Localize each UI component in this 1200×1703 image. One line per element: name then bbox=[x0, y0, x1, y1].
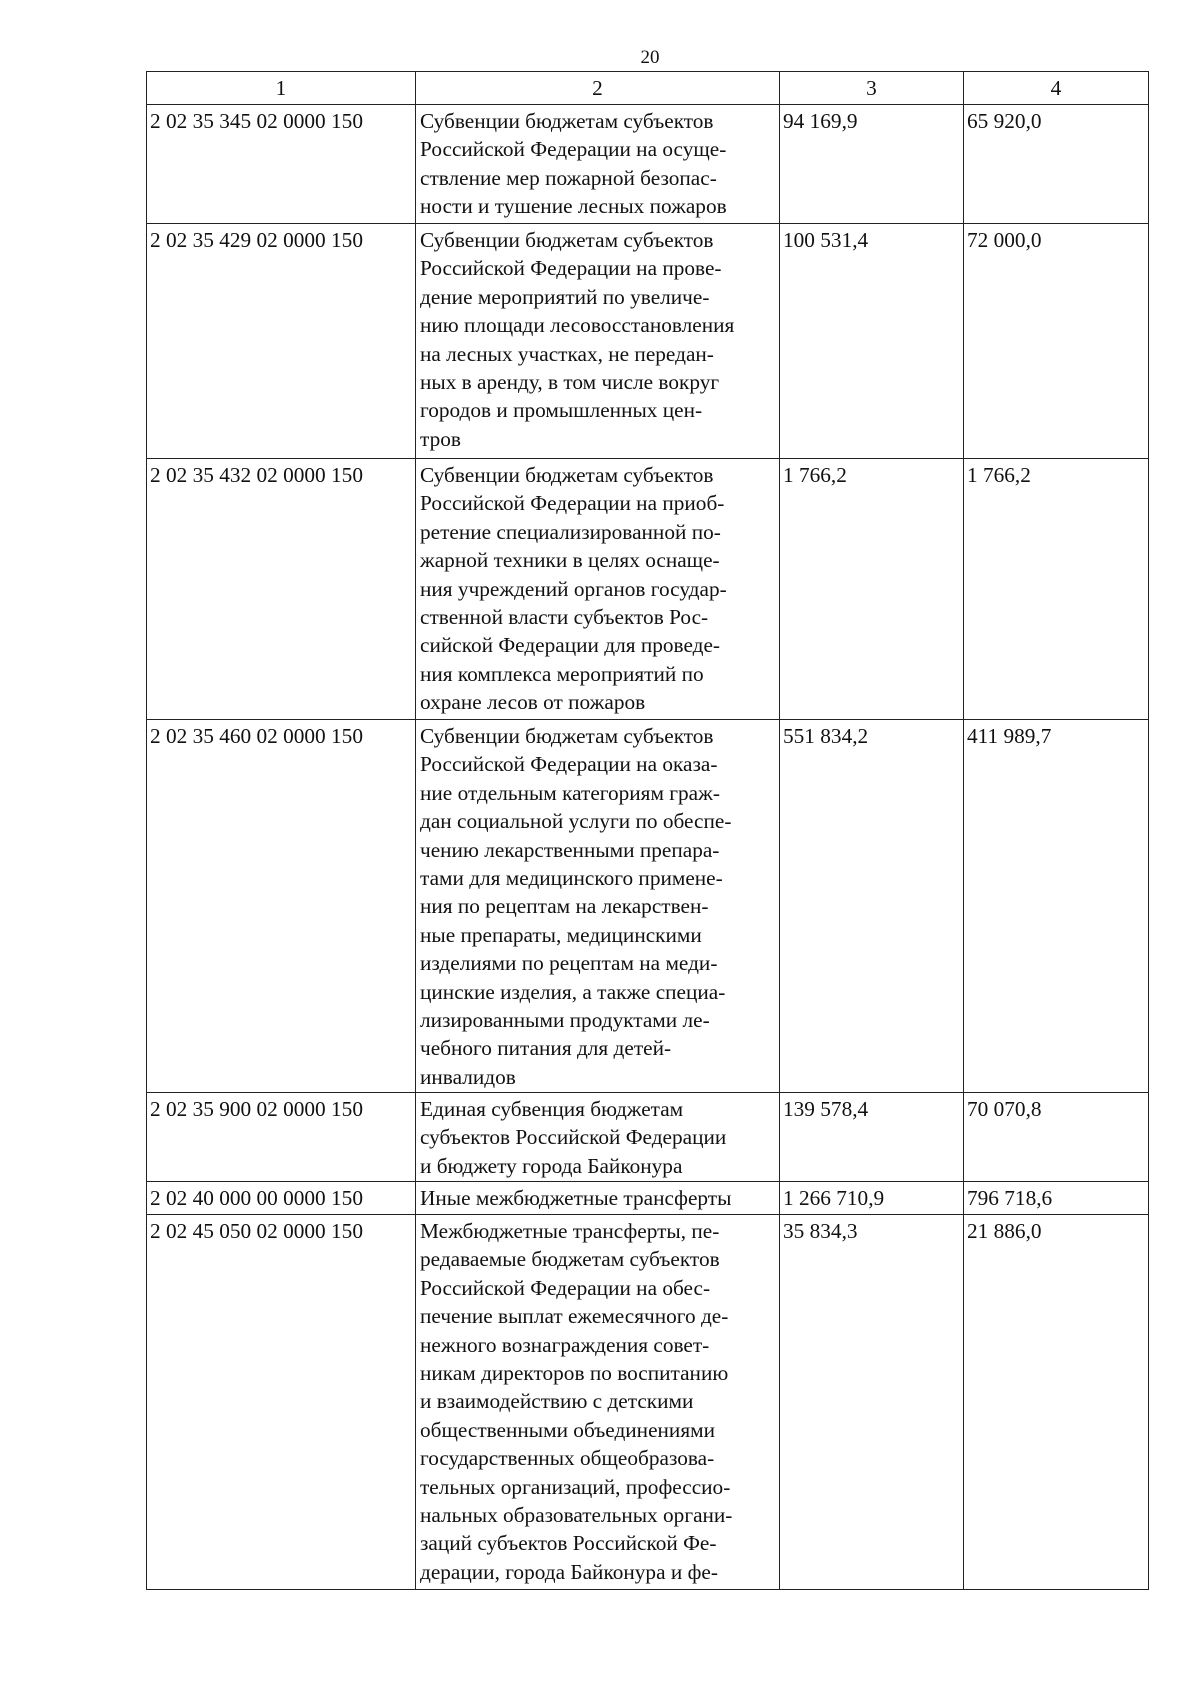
amount-column-3: 139 578,4 bbox=[780, 1093, 964, 1182]
revenue-description: Субвенции бюджетам субъектов Российской Федерации на приоб- ретение специализированной по- жарной техники в целях оснаще- ния учреждений органов государ- ственной власти субъектов Рос- сийской Федерации для проведе- ния комплекса мероприятий по охране лесов от пожаров bbox=[416, 459, 780, 720]
amount-column-4: 1 766,2 bbox=[964, 459, 1149, 720]
revenue-description: Субвенции бюджетам субъектов Российской Федерации на прове- дение мероприятий по увеличе- нию площади лесовосстановления на лесных участках, не передан- ных в аренду, в том числе вокруг городов и промышленных цен- тров bbox=[416, 224, 780, 459]
table-row bbox=[147, 1215, 1149, 1590]
table-header-row bbox=[147, 72, 1149, 105]
classification-code: 2 02 35 900 02 0000 150 bbox=[147, 1093, 416, 1182]
classification-code: 2 02 35 460 02 0000 150 bbox=[147, 720, 416, 1093]
amount-column-4: 796 718,6 bbox=[964, 1182, 1149, 1215]
table-row bbox=[147, 224, 1149, 459]
revenue-description: Субвенции бюджетам субъектов Российской Федерации на оказа- ние отдельным категориям граж- дан социальной услуги по обеспе- чению лекарственными препара- тами для медицинского примене- ния по рецептам на лекарствен- ные препараты, медицинскими изделиями по рецептам на меди- цинские изделия, а также специа- лизированными продуктами ле- чебного питания для детей- инвалидов bbox=[416, 720, 780, 1093]
table-row bbox=[147, 459, 1149, 720]
table-row bbox=[147, 720, 1149, 1093]
table-row bbox=[147, 1182, 1149, 1215]
column-header-4: 4 bbox=[964, 72, 1149, 105]
amount-column-3: 35 834,3 bbox=[780, 1215, 964, 1590]
revenue-description: Межбюджетные трансферты, пе- редаваемые бюджетам субъектов Российской Федерации на обес- печение выплат ежемесячного де- нежного вознаграждения совет- никам директоров по воспитанию и взаимодействию с детскими общественными объединениями государственных общеобразова- тельных организаций, профессио- нальных образовательных органи- заций субъектов Российской Фе- дерации, города Байконура и фе- bbox=[416, 1215, 780, 1590]
classification-code: 2 02 35 345 02 0000 150 bbox=[147, 105, 416, 224]
classification-code: 2 02 45 050 02 0000 150 bbox=[147, 1215, 416, 1590]
amount-column-3: 1 766,2 bbox=[780, 459, 964, 720]
revenue-description: Субвенции бюджетам субъектов Российской Федерации на осуще- ствление мер пожарной безопас- ности и тушение лесных пожаров bbox=[416, 105, 780, 224]
amount-column-4: 70 070,8 bbox=[964, 1093, 1149, 1182]
column-header-1: 1 bbox=[147, 72, 416, 105]
classification-code: 2 02 35 429 02 0000 150 bbox=[147, 224, 416, 459]
amount-column-3: 94 169,9 bbox=[780, 105, 964, 224]
column-header-2: 2 bbox=[416, 72, 780, 105]
classification-code: 2 02 40 000 00 0000 150 bbox=[147, 1182, 416, 1215]
budget-table bbox=[146, 71, 1149, 1590]
table-row bbox=[147, 1093, 1149, 1182]
table-row bbox=[147, 105, 1149, 224]
amount-column-3: 100 531,4 bbox=[780, 224, 964, 459]
column-header-3: 3 bbox=[780, 72, 964, 105]
page-number: 20 bbox=[640, 47, 660, 68]
revenue-description: Единая субвенция бюджетам субъектов Российской Федерации и бюджету города Байконура bbox=[416, 1093, 780, 1182]
classification-code: 2 02 35 432 02 0000 150 bbox=[147, 459, 416, 720]
amount-column-4: 72 000,0 bbox=[964, 224, 1149, 459]
amount-column-4: 411 989,7 bbox=[964, 720, 1149, 1093]
amount-column-3: 551 834,2 bbox=[780, 720, 964, 1093]
amount-column-3: 1 266 710,9 bbox=[780, 1182, 964, 1215]
revenue-description: Иные межбюджетные трансферты bbox=[416, 1182, 780, 1215]
amount-column-4: 65 920,0 bbox=[964, 105, 1149, 224]
amount-column-4: 21 886,0 bbox=[964, 1215, 1149, 1590]
